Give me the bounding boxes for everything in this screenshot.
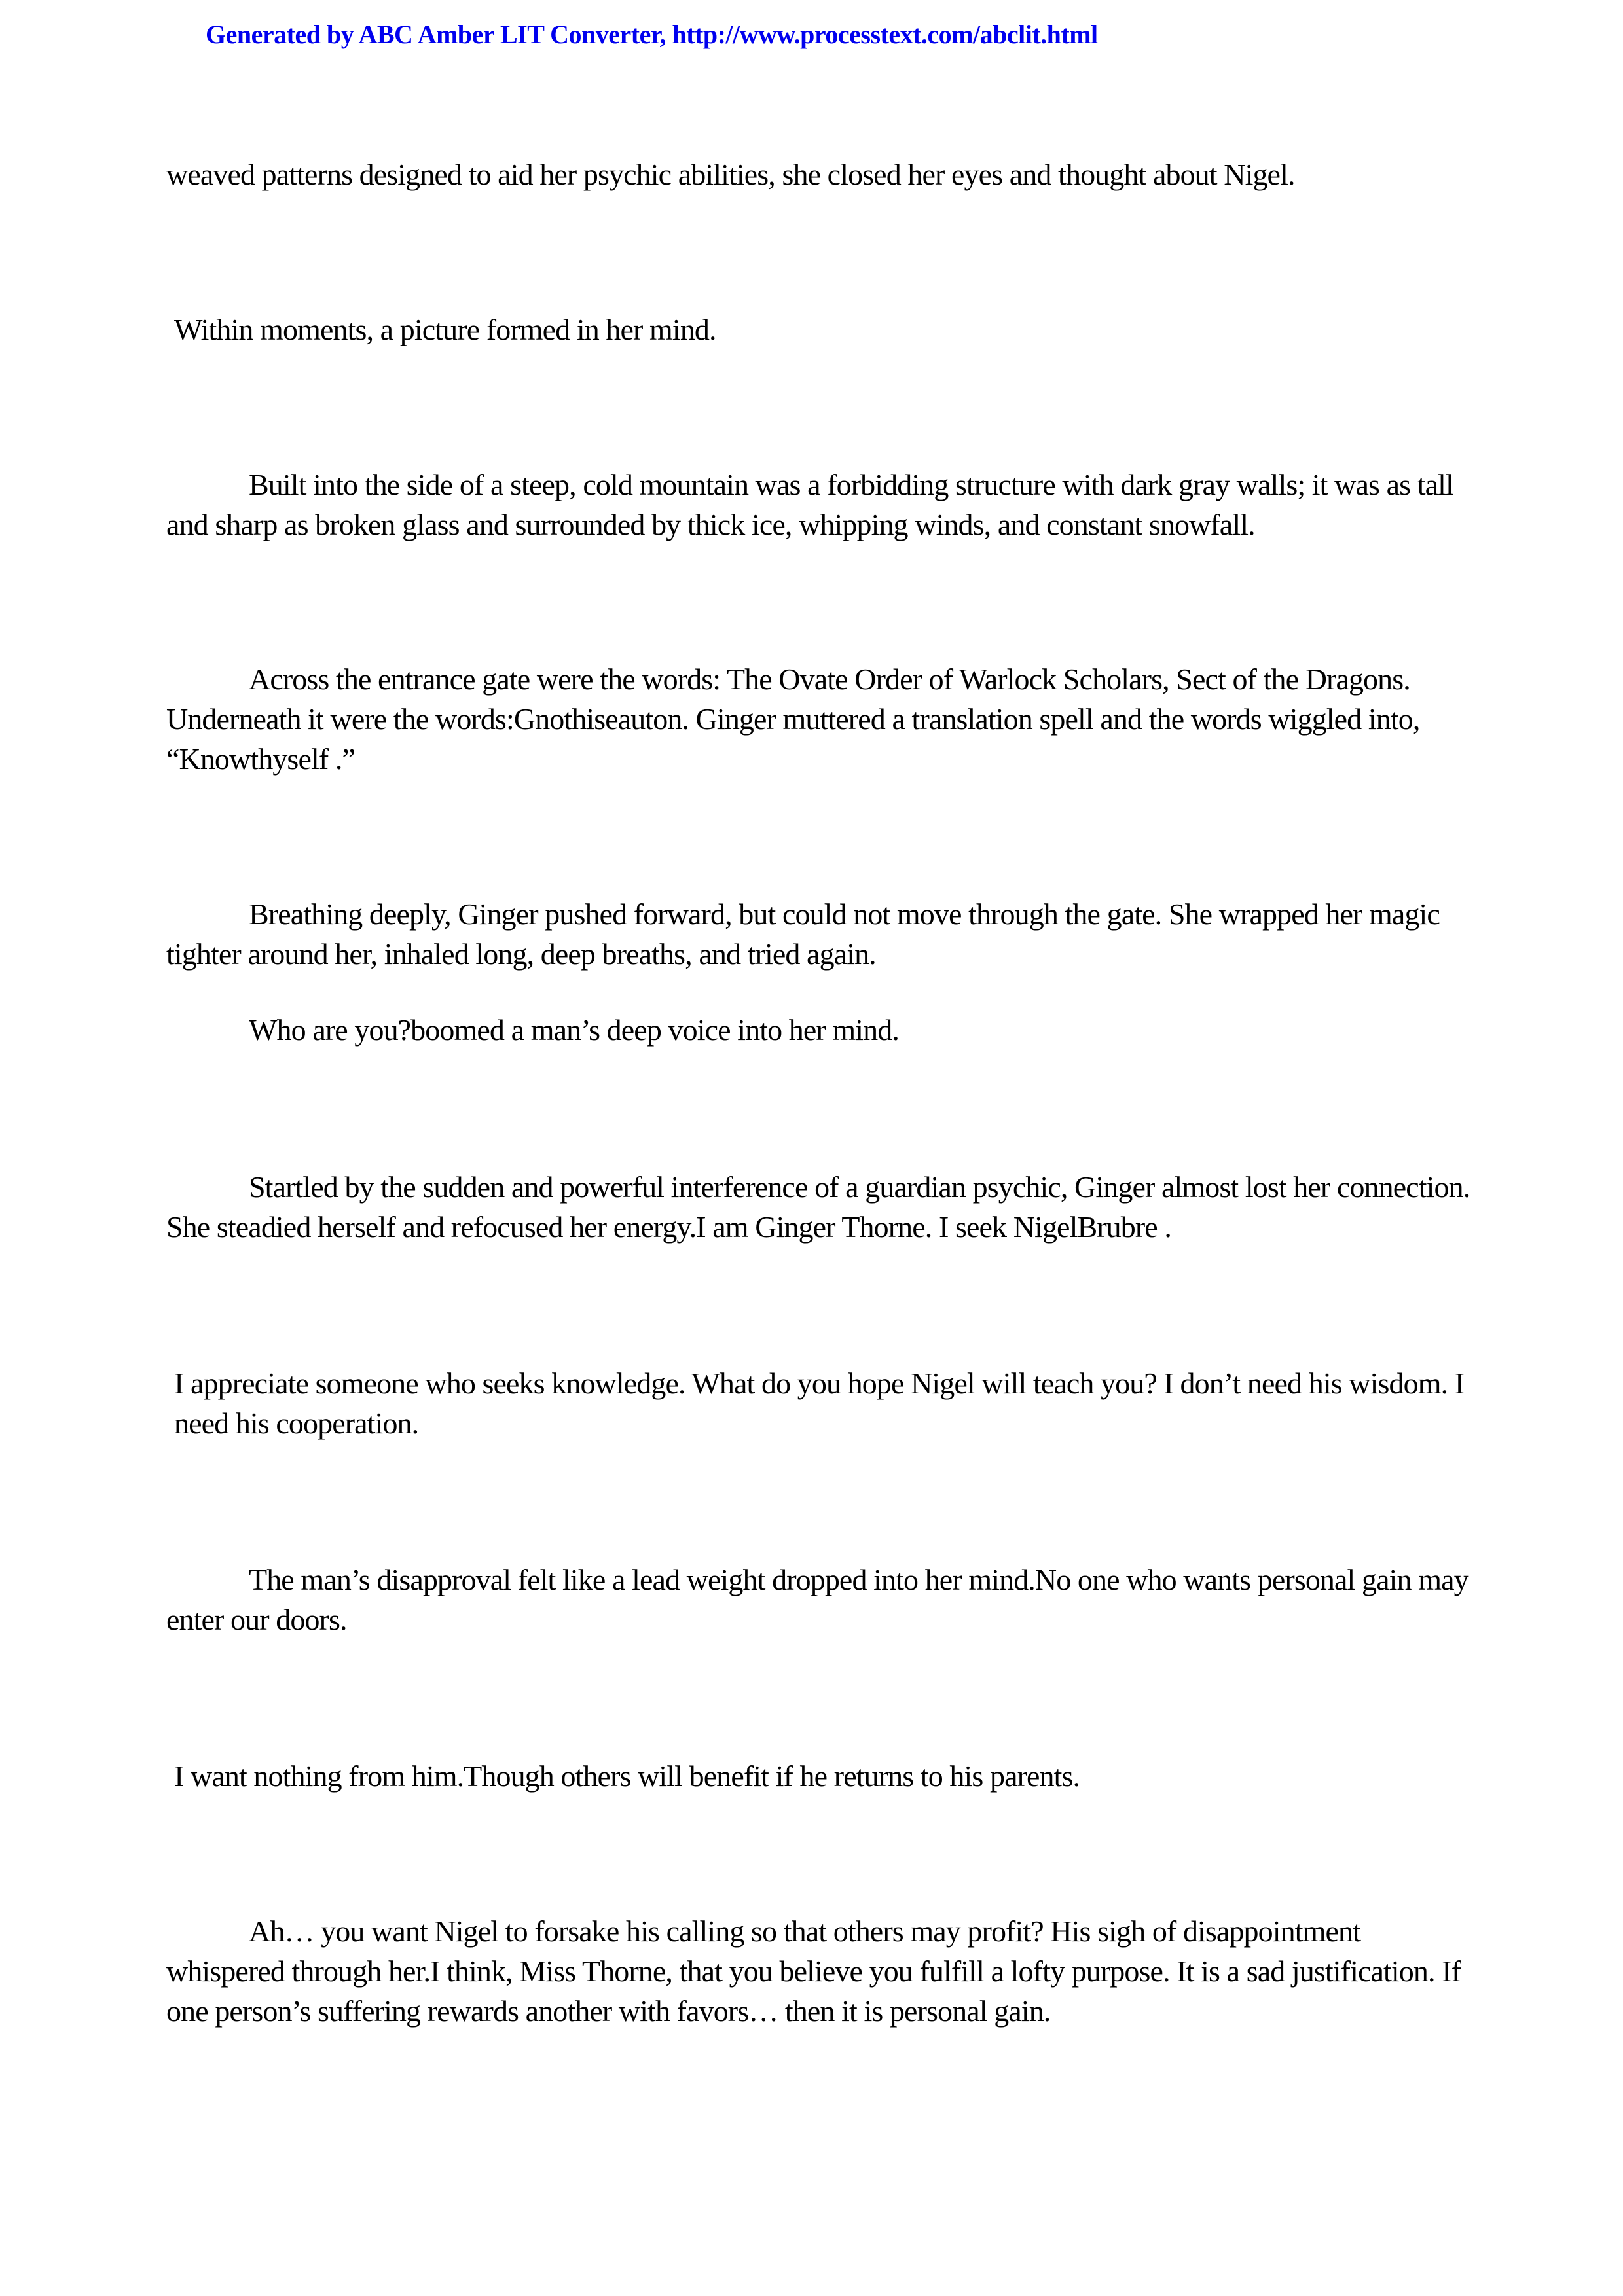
paragraph-2: Within moments, a picture formed in her mind. <box>174 313 716 346</box>
paragraph-6: Who are you?boomed a man’s deep voice into her mind. <box>249 1013 899 1047</box>
paragraph-1: weaved patterns designed to aid her psychic abilities, she closed her eyes and thought about Nigel. <box>166 158 1295 191</box>
paragraph-7: Startled by the sudden and powerful interference of a guardian psychic, Ginger almost lost her connection. She steadied herself and refocused her energy.I am Ginger Thorne. I seek NigelBrubre . <box>166 1170 1477 1244</box>
paragraph-11: Ah… you want Nigel to forsake his calling so that others may profit? His sigh of disappointment whispered through her.I think, Miss Thorne, that you believe you fulfill a lofty purpose. It is a sad justification. If one person’s suffering rewards another with favors… then it is personal gain. <box>166 1914 1468 2028</box>
paragraph-3: Built into the side of a steep, cold mountain was a forbidding structure with dark gray walls; it was as tall and sharp as broken glass and surrounded by thick ice, whipping winds, and constant snowfall. <box>166 468 1461 541</box>
paragraph-9: The man’s disapproval felt like a lead weight dropped into her mind.No one who wants personal gain may enter our doors. <box>166 1563 1476 1636</box>
paragraph-5: Breathing deeply, Ginger pushed forward, but could not move through the gate. She wrapped her magic tighter around her, inhaled long, deep breaths, and tried again. <box>166 897 1447 971</box>
paragraph-8: I appreciate someone who seeks knowledge. What do you hope Nigel will teach you? I don’t need his wisdom. I need his cooperation. <box>174 1367 1471 1440</box>
paragraph-10: I want nothing from him.Though others will benefit if he returns to his parents. <box>174 1759 1080 1793</box>
paragraph-4: Across the entrance gate were the words: The Ovate Order of Warlock Scholars, Sect of the Dragons. Underneath it were the words:Gnothiseauton. Ginger muttered a translation spell and the words wiggled into, “Knowthyself .” <box>166 662 1427 776</box>
converter-header-link[interactable]: Generated by ABC Amber LIT Converter, http://www.processtext.com/abclit.html <box>206 20 1098 49</box>
